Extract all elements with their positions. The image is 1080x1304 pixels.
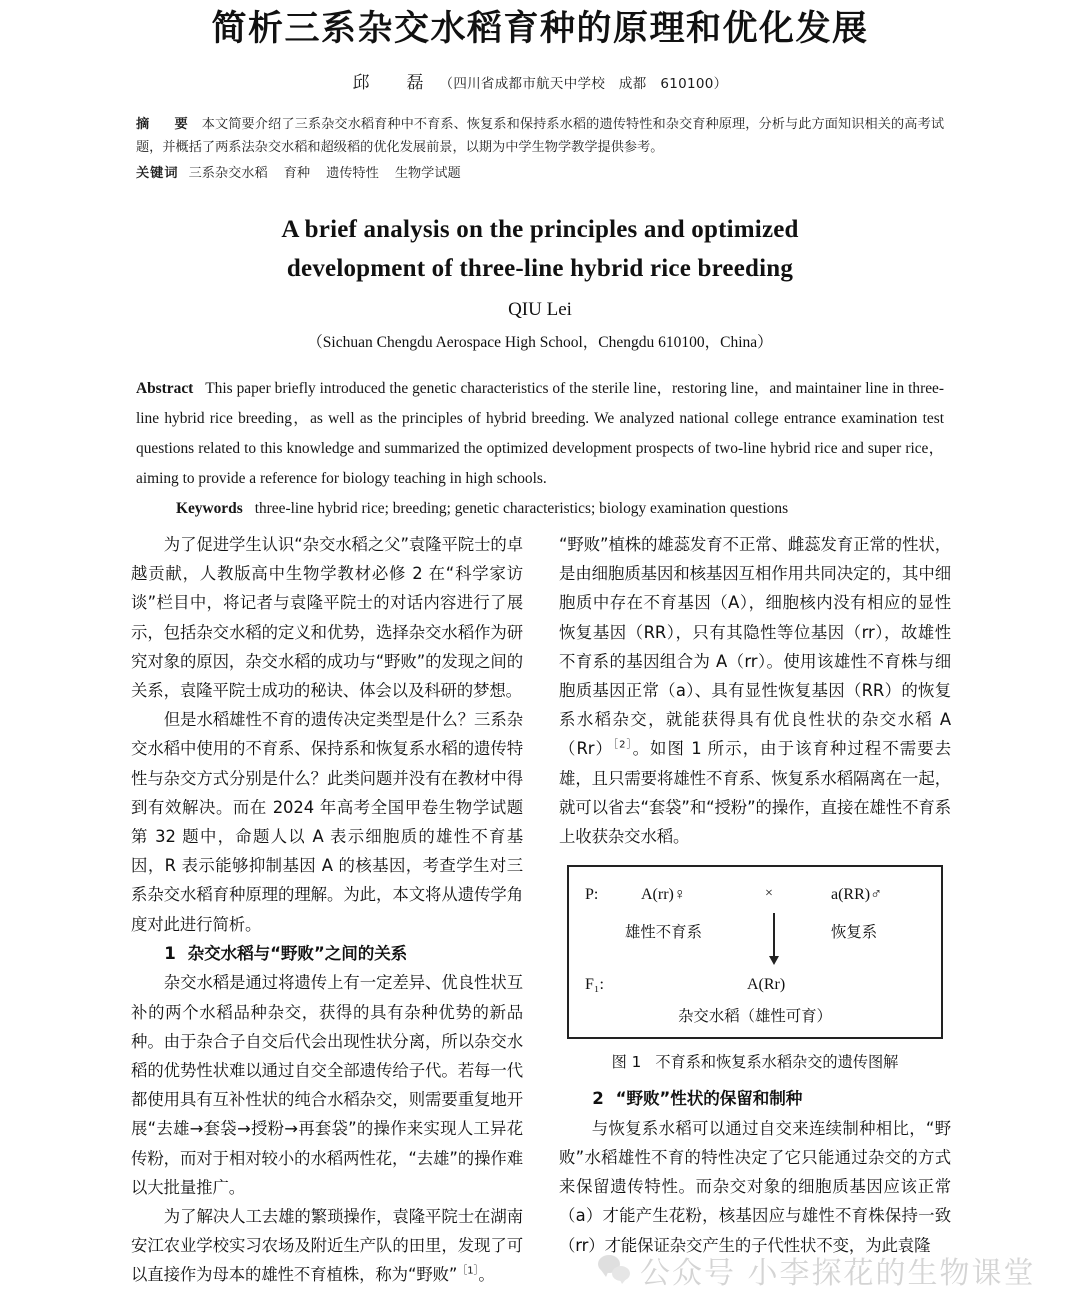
- watermark-text: 公众号 小李探花的生物课堂: [640, 1256, 1036, 1291]
- keyword-item: 生物学试题: [394, 165, 461, 181]
- abstract-paragraph-english: [136, 374, 944, 494]
- right-column: [559, 530, 951, 1290]
- section-heading-2: [559, 1084, 951, 1114]
- figure-1-caption: [559, 1049, 951, 1076]
- abstract-label-english: Abstract: [136, 379, 194, 397]
- body-text: “野败”植株的雄蕊发育不正常、雌蕊发育正常的性状，是由细胞质基因和核基因互相作用共同决定的，其中细胞质中存在不育基因（A），细胞核内没有相应的显性恢复基因（RR），只有其隐性等位基因（rr），故雄性不育系的基因组合为 A（rr）。使用该雄性不育株与细胞质基因正常（a）、具有显性恢复基因（RR）的恢复系水稻杂交，就能获得具有优良性状的杂交水稻 A（Rr）: [559, 535, 951, 759]
- body-text: 。如图 1 所示，由于该育种过程不需要去雄，且只需要将雄性不育系、恢复系水稻隔离在一起，就可以省去“套袋”和“授粉”的操作，直接在雄性不育系上收获杂交水稻。: [559, 739, 951, 847]
- body-text: 。: [478, 1265, 495, 1285]
- figure-paternal-genotype: a(RR)♂: [831, 886, 883, 904]
- section-number: 1: [164, 943, 176, 963]
- page-title-english: [150, 211, 930, 289]
- abstract-text-chinese: 本文简要介绍了三系杂交水稻育种中不育系、恢复系和保持系水稻的遗传特性和杂交育种原理，分析与此方面知识相关的高考试题，并概括了两系法杂交水稻和超级稻的优化发展前景，以期为中学生物学教学提供参考。: [136, 116, 945, 155]
- english-title-line-2: development of three-line hybrid rice breeding: [286, 254, 794, 282]
- figure-caption-number: 图 1: [611, 1053, 642, 1072]
- figure-f1-label: F₁:: [585, 976, 604, 994]
- body-paragraph: 为了促进学生认识“杂交水稻之父”袁隆平院士的卓越贡献，人教版高中生物学教材必修 2 在“科学家访谈”栏目中，将记者与袁隆平院士的对话内容进行了展示，包括杂交水稻的定义和优势，选择杂交水稻作为研究对象的原因，杂交水稻的成功与“野败”的发现之间的关系，袁隆平院士成功的秘诀、体会以及科研的梦想。: [131, 535, 523, 701]
- section-title: “野败”性状的保留和制种: [615, 1089, 803, 1109]
- figure-sterile-line-label: 雄性不育系: [625, 923, 702, 942]
- author-name-chinese: 邱 磊: [352, 72, 434, 93]
- down-arrow-icon: [773, 913, 775, 957]
- keyword-item: 遗传特性: [326, 165, 379, 181]
- keywords-line-english: [136, 494, 944, 524]
- left-column: [131, 530, 523, 1290]
- keywords-label-english: Keywords: [176, 499, 243, 517]
- abstract-text-english: This paper briefly introduced the genetic characteristics of the sterile line，restoring line，and maintainer line in three-line hybrid rice breeding，as well as the principles of hybrid breeding. We analyzed national college entrance examination test questions related to this knowledge and summarized the optimized development prospects of two-line hybrid rice and super rice，aiming to provide a reference for biology teaching in high schools.: [136, 379, 944, 487]
- reference-marker: ［1］: [457, 1265, 479, 1277]
- page-title-chinese: 简析三系杂交水稻育种的原理和优化发展: [211, 9, 869, 49]
- figure-cross-symbol: ×: [765, 886, 773, 902]
- keywords-text-english: three-line hybrid rice; breeding; genetic characteristics; biology examination questions: [254, 499, 789, 517]
- figure-restorer-line-label: 恢复系: [831, 923, 878, 942]
- author-affiliation-english: （Sichuan Chengdu Aerospace High School，Chengdu 610100，China）: [307, 333, 773, 351]
- body-columns: [131, 530, 951, 1290]
- abstract-label-chinese: 摘 要: [136, 116, 194, 132]
- figure-caption-text: 不育系和恢复系水稻杂交的遗传图解: [655, 1053, 899, 1072]
- section-number: 2: [592, 1089, 604, 1109]
- figure-1: [559, 865, 951, 1076]
- abstract-block-english: [136, 374, 944, 524]
- body-paragraph: [559, 530, 951, 851]
- author-name-english: QIU Lei: [508, 298, 572, 320]
- figure-1-diagram-box: [567, 865, 943, 1039]
- abstract-paragraph-chinese: [136, 113, 944, 159]
- keywords-label-chinese: 关键词: [136, 165, 179, 181]
- body-paragraph: [131, 1202, 523, 1290]
- author-affiliation-chinese: （四川省成都市航天中学校 成都 610100）: [439, 75, 728, 92]
- section-title: 杂交水稻与“野败”之间的关系: [187, 943, 408, 963]
- keyword-item: 三系杂交水稻: [188, 165, 268, 181]
- abstract-block-chinese: [136, 113, 944, 185]
- figure-f1-description: 杂交水稻（雄性可育）: [678, 1007, 832, 1026]
- section-heading-1: [131, 939, 523, 969]
- keyword-item: 育种: [283, 165, 311, 181]
- english-title-line-1: A brief analysis on the principles and optimized: [281, 216, 799, 244]
- body-paragraph: 杂交水稻是通过将遗传上有一定差异、优良性状互补的两个水稻品种杂交，获得的具有杂种优势的新品种。由于杂合子自交后代会出现性状分离，所以杂交水稻的优势性状难以通过自交全部遗传给子代。若每一代都使用具有互补性状的纯合水稻杂交，则需要重复地开展“去雄→套袋→授粉→再套袋”的操作来实现人工异花传粉，而对于相对较小的水稻两性花，“去雄”的操作难以大批量推广。: [131, 973, 523, 1197]
- body-paragraph: 与恢复系水稻可以通过自交来连续制种相比，“野败”水稻雄性不育的特性决定了它只能通过杂交的方式来保留遗传特性。而杂交对象的细胞质基因应该正常（a）才能产生花粉，核基因应与雄性不育株保持一致（rr）才能保证杂交产生的子代性状不变，为此袁隆: [559, 1118, 951, 1255]
- reference-marker: ［2］: [613, 739, 633, 751]
- body-paragraph: 但是水稻雄性不育的遗传决定类型是什么？三系杂交水稻中使用的不育系、保持系和恢复系水稻的遗传特性与杂交方式分别是什么？此类问题并没有在教材中得到有效解决。而在 2024 年高考全国甲卷生物学试题第 32 题中，命题人以 A 表示细胞质的雄性不育基因，R 表示能够抑制基因 A 的核基因，考查学生对三系杂交水稻育种原理的理解。为此，本文将从遗传学角度对此进行简析。: [131, 710, 523, 934]
- figure-p-label: P:: [585, 886, 599, 904]
- keywords-line-chinese: [136, 162, 944, 185]
- figure-f1-genotype: A(Rr): [747, 976, 786, 994]
- body-text: 为了解决人工去雄的繁琐操作，袁隆平院士在湖南安江农业学校实习农场及附近生产队的田里，发现了可以直接作为母本的雄性不育植株，称为“野败”: [131, 1207, 523, 1285]
- figure-maternal-genotype: A(rr)♀: [641, 886, 686, 904]
- author-line-chinese: [0, 68, 1080, 93]
